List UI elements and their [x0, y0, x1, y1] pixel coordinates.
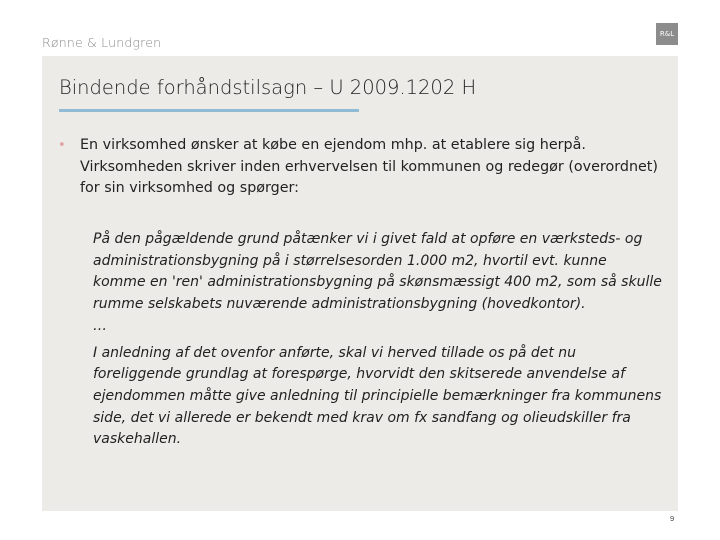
- quote-paragraph-2: I anledning af det ovenfor anførte, skal vi herved tillade os på det nu foreliggende grundlag at forespørge, hvorvidt den skitserede anvendelse af ejendommen måtte give anledning til principielle bemærkninger fra kommunens side, det vi allerede er bekendt med krav om fx sandfang og olieudskiller fra vaskehallen.: [93, 344, 662, 448]
- slide-title: Bindende forhåndstilsagn – U 2009.1202 H: [59, 76, 477, 99]
- page-number: 9: [670, 514, 675, 523]
- quote-paragraph-1: På den pågældende grund påtænker vi i givet fald at opføre en værksteds- og administrationsbygning på i størrelsesorden 1.000 m2, hvortil evt. kunne komme en 'ren' administrationsbygning på skønsmæssigt 400 m2, som så skulle rumme selskabets nuværende administrationsbygning (hovedkontor).: [93, 231, 662, 313]
- quote-ellipsis: …: [93, 317, 107, 334]
- bullet-text: En virksomhed ønsker at købe en ejendom mhp. at etablere sig herpå. Virksomheden skriver inden erhvervelsen til kommunen og redegør (overordnet) for sin virksomhed og spørger:: [80, 137, 658, 196]
- bullet-marker: •: [58, 138, 66, 153]
- quoted-letter: [93, 229, 663, 451]
- logo-badge: R&L: [656, 23, 678, 45]
- bullet-item: [58, 135, 658, 200]
- content-panel: [42, 56, 678, 511]
- company-logo: Rønne & Lundgren: [42, 35, 162, 50]
- title-underline: [59, 109, 359, 112]
